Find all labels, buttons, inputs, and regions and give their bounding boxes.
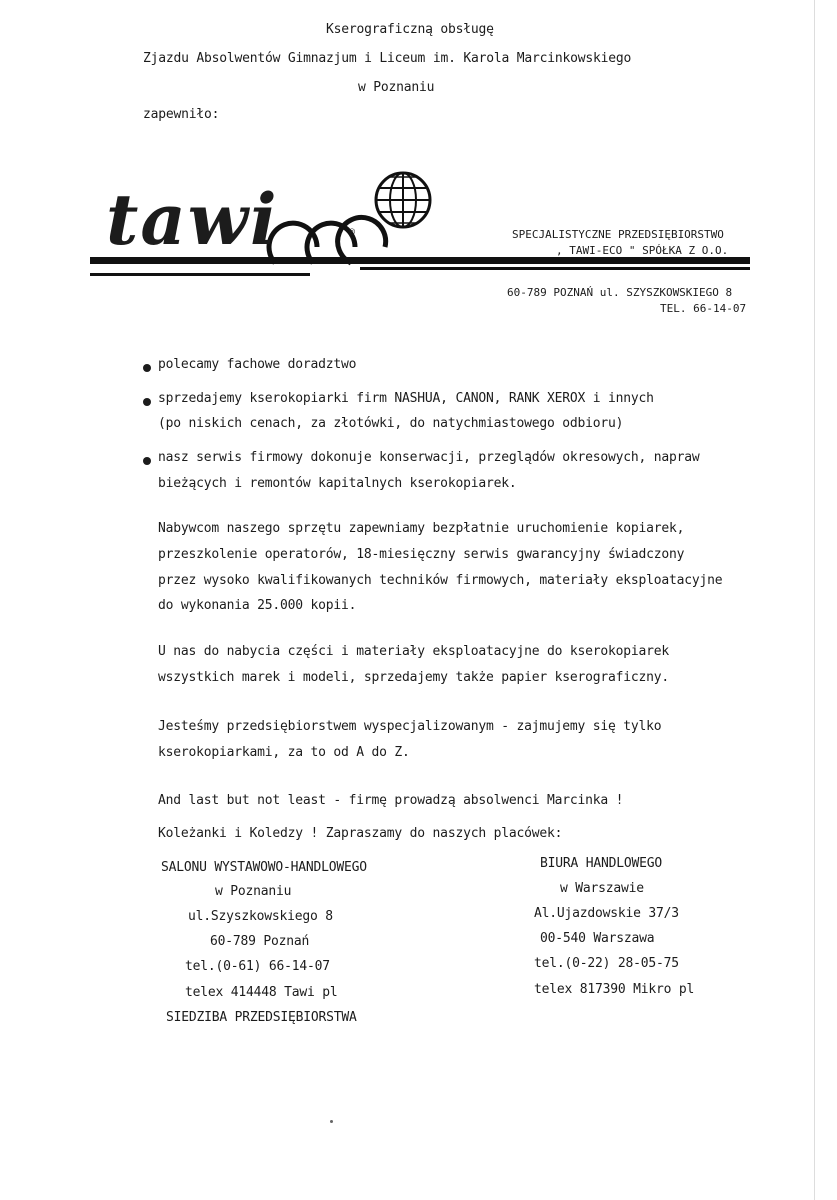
scan-speck [330,1120,333,1123]
bullet-icon [143,398,151,406]
left-location-line-6: telex 414448 Tawi pl [185,985,338,1000]
bullet-3-line-1: nasz serwis firmowy dokonuje konserwacji, przeglądów okresowych, napraw [158,450,700,465]
right-location-line-3: Al.Ujazdowskie 37/3 [534,906,679,921]
p4-line: And last but not least - firmę prowadzą absolwenci Marcinka ! [158,793,624,808]
header-line-3: w Poznaniu [358,80,435,95]
p2-line-1: U nas do nabycia części i materiały eksploatacyjne do kserokopiarek [158,644,669,659]
p3-line-2: kserokopiarkami, za to od A do Z. [158,745,410,760]
eco-mark [269,217,386,263]
header-line-4: zapewniło: [143,107,220,122]
registered-mark: ® [349,227,355,238]
company-address: 60-789 POZNAŃ ul. SZYSZKOWSKIEGO 8 [507,286,733,299]
p1-line-1: Nabywcom naszego sprzętu zapewniamy bezpłatnie uruchomienie kopiarek, [158,521,685,536]
header-line-2: Zjazdu Absolwentów Gimnazjum i Liceum im. Karola Marcinkowskiego [143,51,632,66]
scan-edge [814,0,815,1200]
p3-line-1: Jesteśmy przedsiębiorstwem wyspecjalizowanym - zajmujemy się tylko [158,719,662,734]
company-line-1: SPECJALISTYCZNE PRZEDSIĘBIORSTWO [512,228,724,241]
left-location-line-3: ul.Szyszkowskiego 8 [188,909,333,924]
right-location-line-4: 00-540 Warszawa [540,931,655,946]
right-location-line-2: w Warszawie [560,881,644,896]
company-phone: TEL. 66-14-07 [660,302,747,315]
bullet-icon [143,457,151,465]
p1-line-4: do wykonania 25.000 kopii. [158,598,357,613]
bullet-icon [143,364,151,372]
header-line-1: Kserograficzną obsługę [326,22,494,37]
p5-line: Koleżanki i Koledzy ! Zapraszamy do naszych placówek: [158,826,563,841]
logo-underline-rule-thin [360,267,750,270]
company-line-2: , TAWI-ECO " SPÓŁKA Z O.O. [556,244,729,257]
bullet-1-line-1: polecamy fachowe doradztwo [158,357,357,372]
bullet-3-line-2: bieżących i remontów kapitalnych kserokopiarek. [158,476,517,491]
globe-icon [376,173,430,227]
left-location-line-1: SALONU WYSTAWOWO-HANDLOWEGO [161,860,367,875]
p1-line-2: przeszkolenie operatorów, 18-miesięczny serwis gwarancyjny świadczony [158,547,685,562]
right-location-line-6: telex 817390 Mikro pl [534,982,695,997]
right-location-line-5: tel.(0-22) 28-05-75 [534,956,679,971]
logo-wordmark: tawi [106,178,279,261]
left-location-line-7: SIEDZIBA PRZEDSIĘBIORSTWA [166,1010,357,1025]
right-location-line-1: BIURA HANDLOWEGO [540,856,663,871]
p1-line-3: przez wysoko kwalifikowanych techników firmowych, materiały eksploatacyjne [158,573,723,588]
left-location-line-5: tel.(0-61) 66-14-07 [185,959,330,974]
bullet-2-line-2: (po niskich cenach, za złotówki, do natychmiastowego odbioru) [158,416,624,431]
p2-line-2: wszystkich marek i modeli, sprzedajemy także papier kserograficzny. [158,670,669,685]
left-location-line-2: w Poznaniu [215,884,292,899]
left-location-line-4: 60-789 Poznań [210,934,310,949]
bullet-2-line-1: sprzedajemy kserokopiarki firm NASHUA, CANON, RANK XEROX i innych [158,391,654,406]
